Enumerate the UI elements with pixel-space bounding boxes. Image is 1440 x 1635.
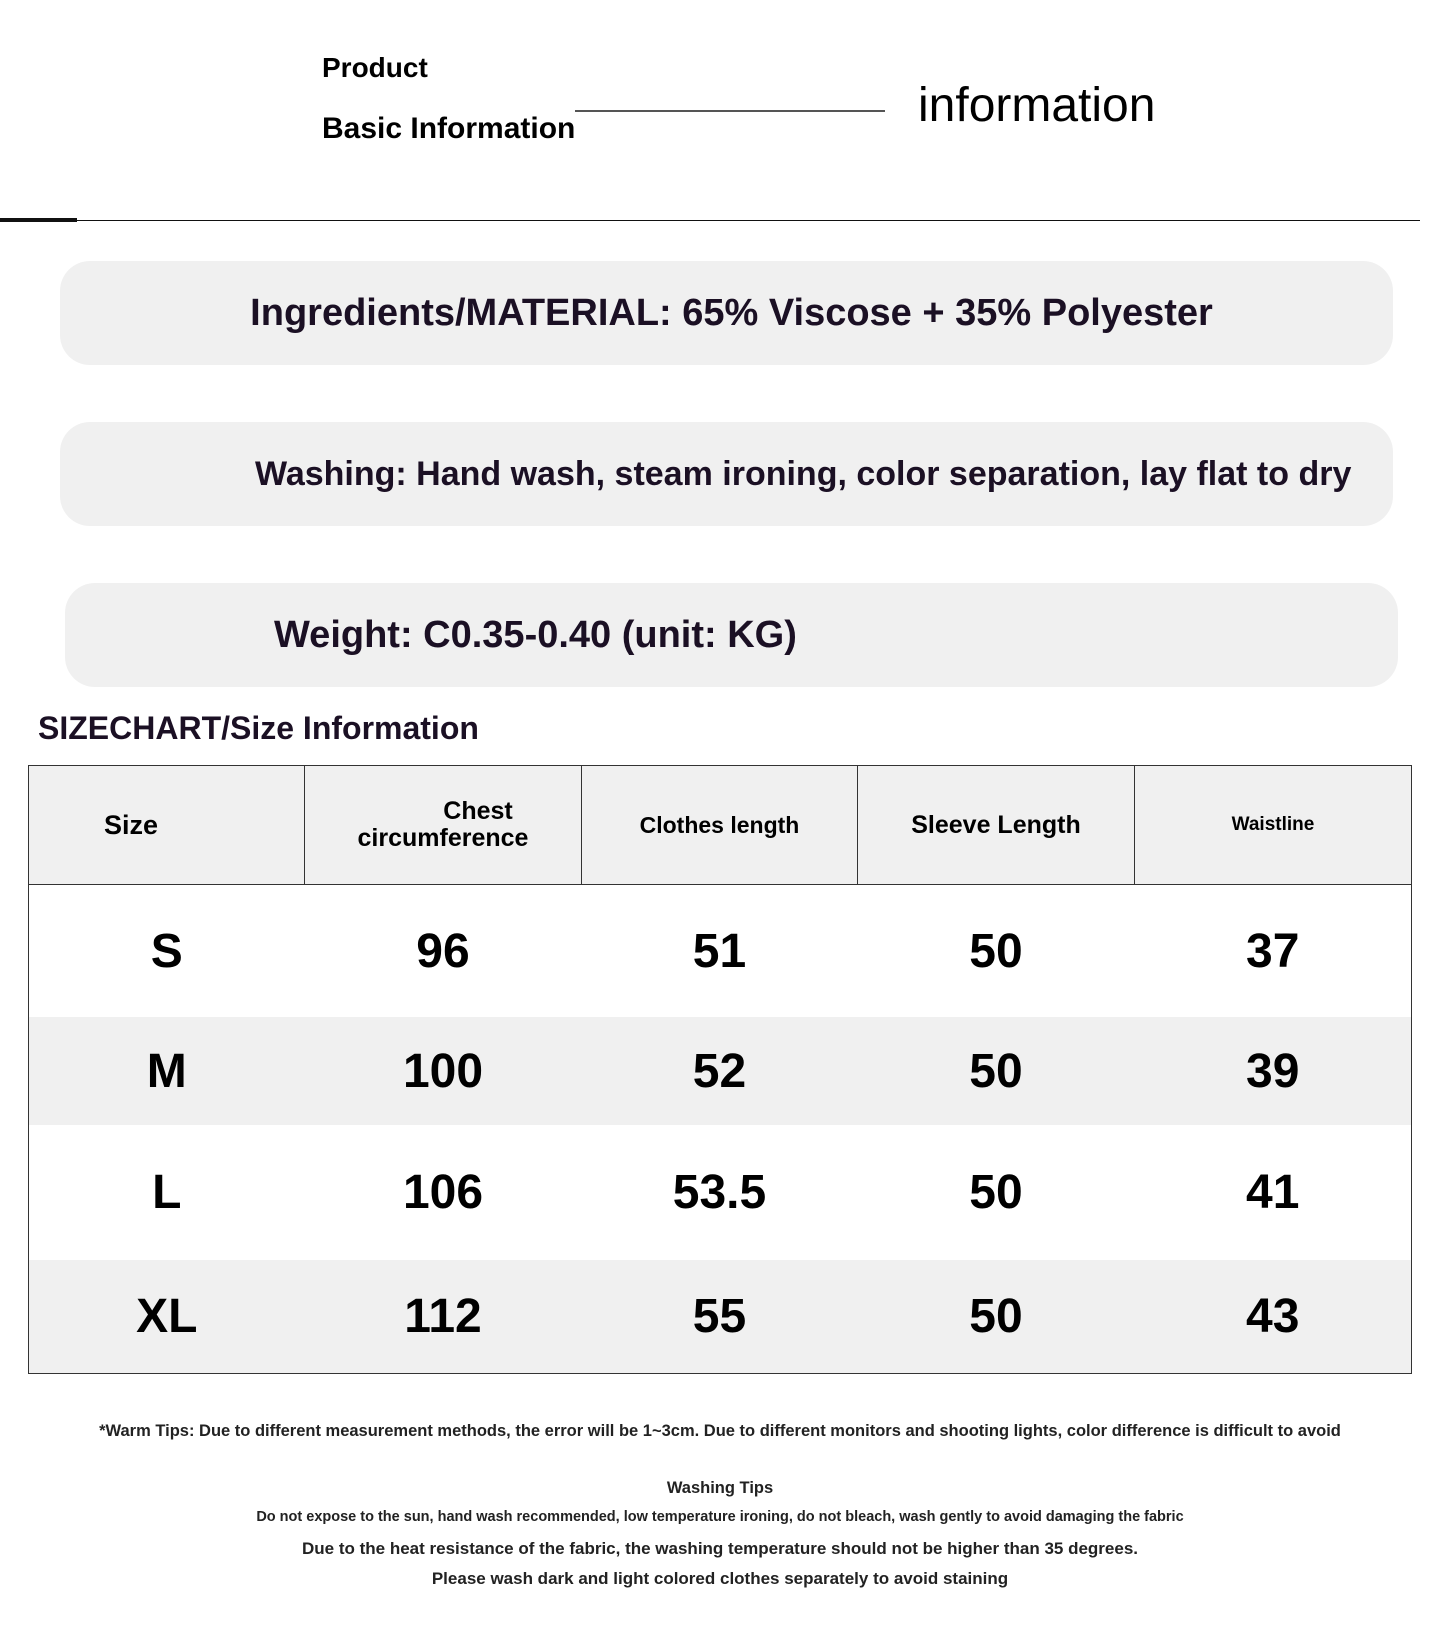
header-product-label: Product xyxy=(322,52,428,83)
washing-info-text: Washing: Hand wash, steam ironing, color separation, lay flat to dry xyxy=(255,454,1352,493)
header-divider xyxy=(0,220,1420,221)
washing-tip-line-1: Do not expose to the sun, hand wash recommended, low temperature ironing, do not bleach, wash gently to avoid damaging the fabric xyxy=(256,1509,1184,1525)
cell-size: S xyxy=(29,885,305,1018)
cell-sleeve: 50 xyxy=(858,1260,1135,1374)
cell-length: 52 xyxy=(582,1017,858,1125)
size-chart-header-row xyxy=(29,766,1412,885)
material-info-pill xyxy=(60,261,1393,365)
cell-waist: 37 xyxy=(1135,885,1412,1018)
size-chart-title: SIZECHART/Size Information xyxy=(38,710,479,746)
cell-sleeve: 50 xyxy=(858,1017,1135,1125)
washing-info-pill xyxy=(60,422,1393,526)
cell-chest: 96 xyxy=(305,885,582,1018)
cell-size: L xyxy=(29,1125,305,1260)
cell-chest: 106 xyxy=(305,1125,582,1260)
cell-waist: 41 xyxy=(1135,1125,1412,1260)
cell-sleeve: 50 xyxy=(858,885,1135,1018)
washing-tip-line-3: Please wash dark and light colored clothes separately to avoid staining xyxy=(431,1569,1009,1588)
column-header-sleeve-length: Sleeve Length xyxy=(858,766,1135,885)
table-row xyxy=(29,1260,1412,1374)
washing-tip-line-2: Due to the heat resistance of the fabric, the washing temperature should not be higher than 35 degrees. xyxy=(302,1539,1138,1558)
header-basic-information-label: Basic Information xyxy=(322,112,576,145)
cell-length: 53.5 xyxy=(582,1125,858,1260)
weight-info-text: Weight: C0.35-0.40 (unit: KG) xyxy=(274,613,797,656)
cell-chest: 112 xyxy=(305,1260,582,1374)
column-header-chest-line2: circumference xyxy=(357,824,529,852)
column-header-chest-line1: Chest xyxy=(443,796,513,825)
column-header-clothes-length: Clothes length xyxy=(582,766,858,885)
column-header-size: Size xyxy=(29,766,305,885)
header-information-title: information xyxy=(918,79,1156,132)
cell-size: M xyxy=(29,1017,305,1125)
column-header-chest xyxy=(305,766,582,885)
size-chart-table xyxy=(28,765,1412,1374)
cell-length: 55 xyxy=(582,1260,858,1374)
table-row xyxy=(29,885,1412,1018)
washing-tips-title: Washing Tips xyxy=(666,1479,774,1497)
material-info-text: Ingredients/MATERIAL: 65% Viscose + 35% Polyester xyxy=(250,291,1213,334)
weight-info-pill xyxy=(65,583,1398,687)
column-header-waistline: Waistline xyxy=(1135,766,1412,885)
cell-size: XL xyxy=(29,1260,305,1374)
cell-sleeve: 50 xyxy=(858,1125,1135,1260)
table-row xyxy=(29,1125,1412,1260)
cell-waist: 43 xyxy=(1135,1260,1412,1374)
header-divider-accent xyxy=(0,218,77,222)
cell-length: 51 xyxy=(582,885,858,1018)
table-row xyxy=(29,1017,1412,1125)
cell-chest: 100 xyxy=(305,1017,582,1125)
warm-tips-text: *Warm Tips: Due to different measurement methods, the error will be 1~3cm. Due to different monitors and shooting lights, color difference is difficult to avoid xyxy=(99,1422,1341,1440)
header-connector-line xyxy=(575,110,885,112)
cell-waist: 39 xyxy=(1135,1017,1412,1125)
